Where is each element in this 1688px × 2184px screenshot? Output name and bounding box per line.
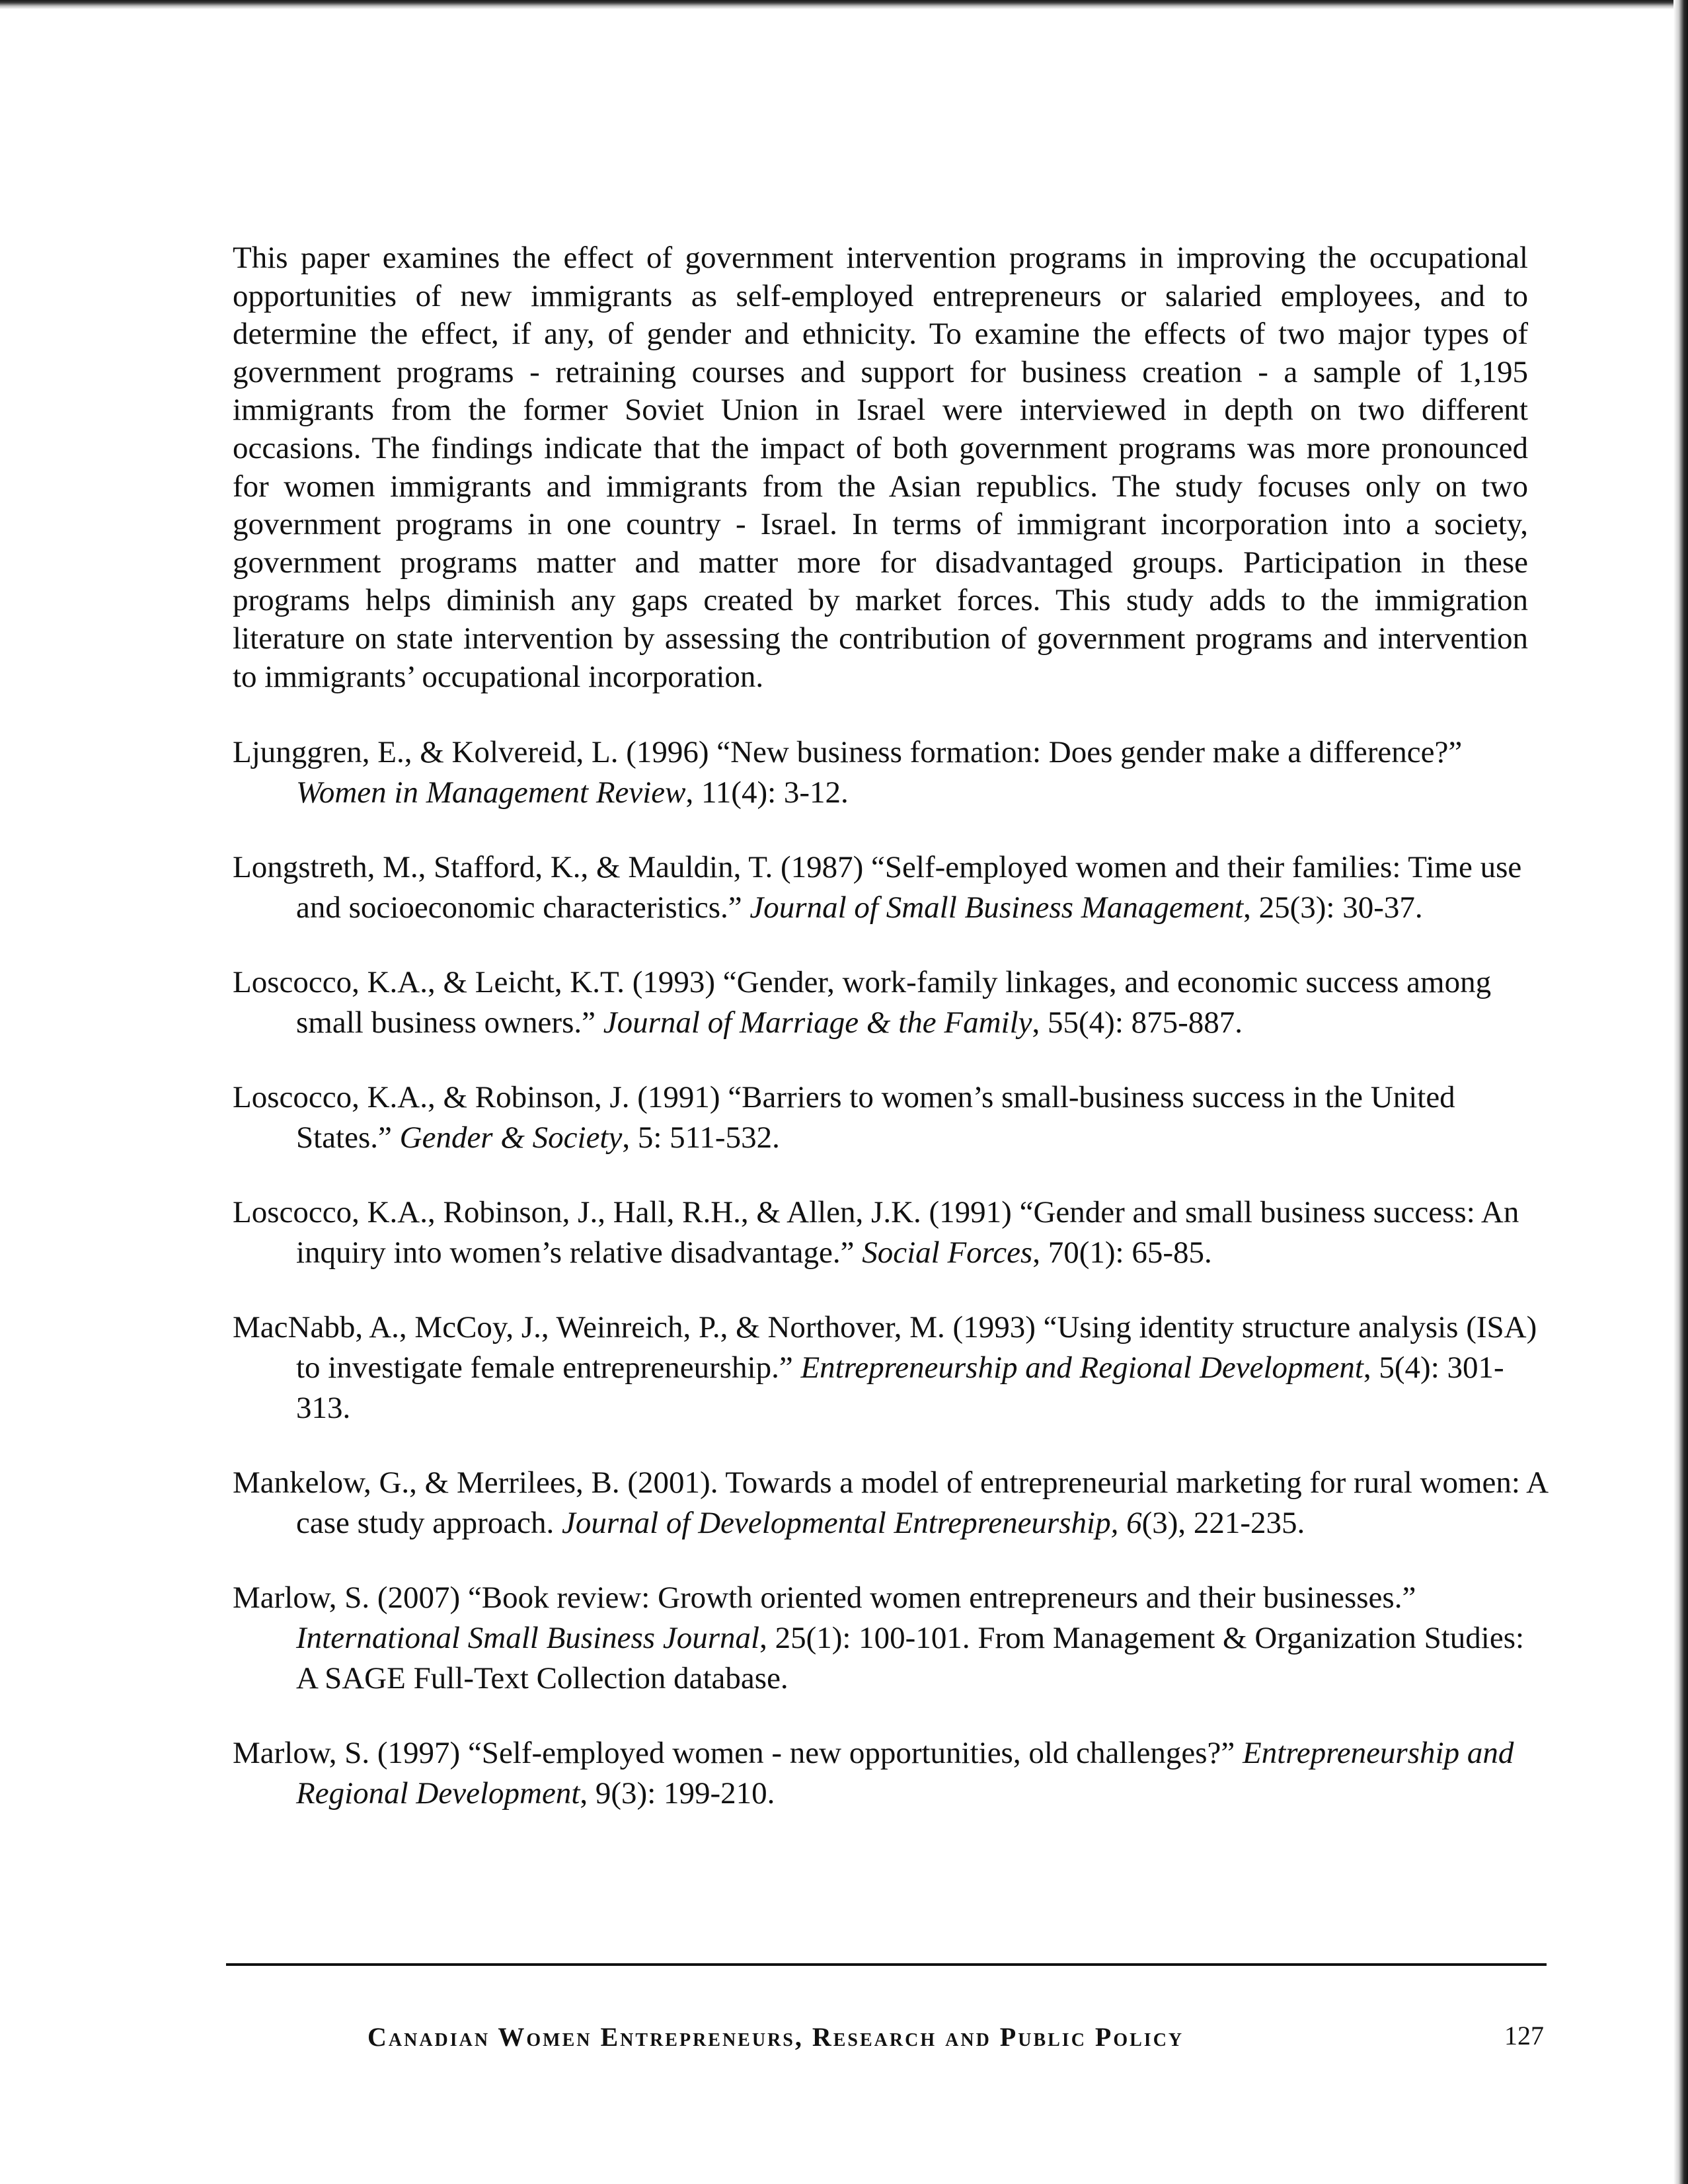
- reference-journal: Journal of Developmental Entrepreneurship, 6: [561, 1506, 1142, 1540]
- reference-text: Marlow, S. (1997) “Self-employed women - new opportunities, old challenges?”: [233, 1736, 1243, 1770]
- reference-details: , 55(4): 875-887.: [1032, 1005, 1243, 1040]
- abstract-paragraph: This paper examines the effect of government intervention programs in improving the occupational opportunities of new immigrants as self-employed entrepreneurs or salaried employees, and to determine the effect, if any, of gender and ethnicity. To examine the effects of two major types of government programs - retraining courses and support for business creation - a sample of 1,195 immigrants from the former Soviet Union in Israel were interviewed in depth on two different occasions. The findings indicate that the impact of both government programs was more pronounced for women immigrants and immigrants from the Asian republics. The study focuses only on two government programs in one country - Israel. In terms of immigrant incorporation into a society, government programs matter and matter more for disadvantaged groups. Participation in these programs helps diminish any gaps created by market forces. This study adds to the immigration literature on state intervention by assessing the contribution of government programs and intervention to immigrants’ occupational incorporation.: [233, 241, 1528, 694]
- reference-details: , 25(1): 100-101. From Management & Organization Studies: A SAGE Full-Text Collection database.: [296, 1621, 1525, 1696]
- reference-text: Longstreth, M., Stafford, K., & Mauldin, T. (1987) “Self-employed women and their families: Time use and socioeconomic characteristics.”: [233, 850, 1522, 925]
- reference-text: Loscocco, K.A., Robinson, J., Hall, R.H., & Allen, J.K. (1991) “Gender and small business success: An inquiry into women’s relative disadvantage.”: [233, 1195, 1519, 1270]
- reference-text: MacNabb, A., McCoy, J., Weinreich, P., & Northover, M. (1993) “Using identity structure analysis (ISA) to investigate female entrepreneurship.”: [233, 1310, 1537, 1385]
- reference-details: , 5: 511-532.: [622, 1120, 780, 1155]
- reference-text: Loscocco, K.A., & Robinson, J. (1991) “Barriers to women’s small-business success in the United States.”: [233, 1080, 1455, 1155]
- running-footer-title: Canadian Women Entrepreneurs, Research and Public Policy: [367, 2022, 1184, 2052]
- reference-entry: [233, 847, 1548, 928]
- reference-details: , 70(1): 65-85.: [1032, 1235, 1212, 1270]
- reference-details: , 11(4): 3-12.: [685, 775, 849, 810]
- scan-right-edge: [1673, 0, 1688, 2184]
- reference-journal: Entrepreneurship and Regional Development: [800, 1350, 1363, 1385]
- reference-journal: International Small Business Journal: [296, 1621, 760, 1655]
- reference-journal: Social Forces: [862, 1235, 1033, 1270]
- reference-entry: [233, 1192, 1548, 1273]
- reference-details: (3), 221-235.: [1141, 1506, 1305, 1540]
- reference-journal: Journal of Marriage & the Family: [603, 1005, 1032, 1040]
- reference-journal: Women in Management Review: [296, 775, 686, 810]
- reference-entry: [233, 962, 1548, 1043]
- reference-entry: [233, 1307, 1548, 1428]
- footer-divider: [226, 1963, 1547, 1966]
- reference-text: Marlow, S. (2007) “Book review: Growth oriented women entrepreneurs and their businesses.”: [233, 1580, 1416, 1615]
- reference-text: Mankelow, G., & Merrilees, B. (2001). Towards a model of entrepreneurial marketing for rural women: A case study approach.: [233, 1465, 1547, 1540]
- reference-details: , 5(4): 301-313.: [296, 1350, 1504, 1425]
- reference-entry: [233, 1733, 1548, 1814]
- reference-entry: [233, 1077, 1548, 1158]
- reference-entry: [233, 732, 1548, 813]
- reference-text: Loscocco, K.A., & Leicht, K.T. (1993) “Gender, work-family linkages, and economic success among small business owners.”: [233, 965, 1492, 1040]
- reference-journal: Journal of Small Business Management: [749, 890, 1244, 925]
- reference-journal: Gender & Society: [399, 1120, 623, 1155]
- scan-top-edge: [0, 0, 1688, 9]
- reference-entry: [233, 1578, 1548, 1699]
- reference-list: [233, 732, 1548, 1848]
- reference-details: , 9(3): 199-210.: [580, 1776, 775, 1811]
- reference-journal: Entrepreneurship and Regional Development: [296, 1736, 1514, 1811]
- reference-details: , 25(3): 30-37.: [1243, 890, 1423, 925]
- reference-entry: [233, 1463, 1548, 1543]
- reference-text: Ljunggren, E., & Kolvereid, L. (1996) “New business formation: Does gender make a difference?”: [233, 735, 1463, 769]
- page-number: 127: [1504, 2021, 1544, 2050]
